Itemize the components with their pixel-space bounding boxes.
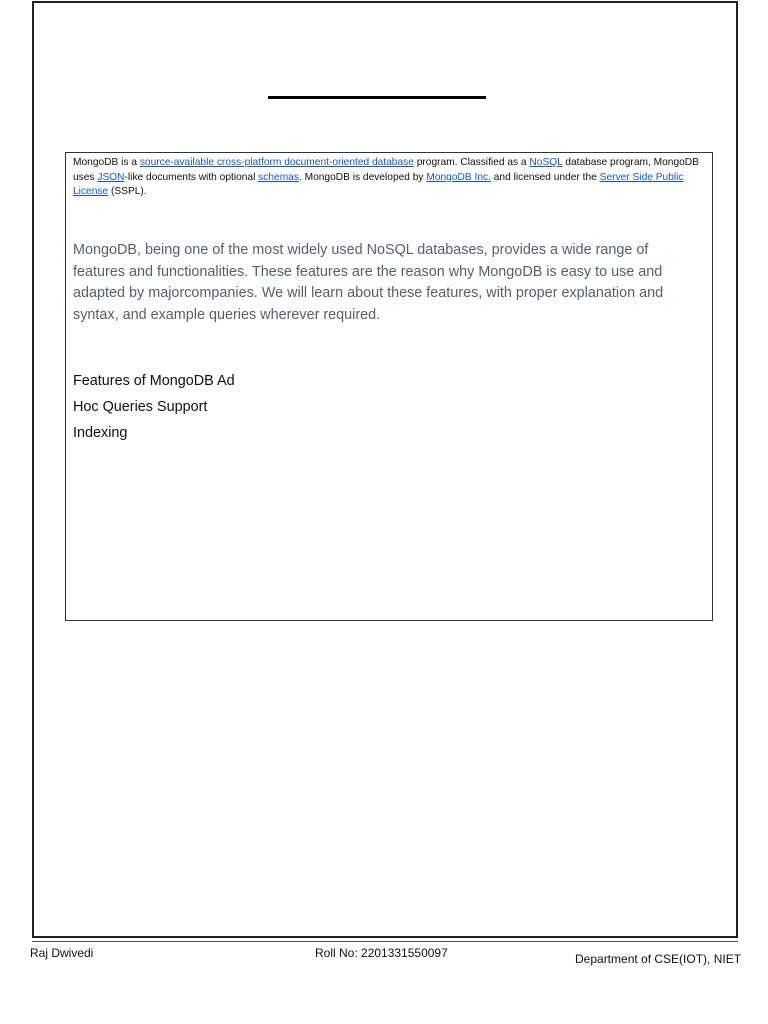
intro-text: . MongoDB is developed by [298,171,427,183]
link-schemas[interactable]: schemas [258,171,299,183]
feature-item: Hoc Queries Support [73,399,208,415]
intro-paragraph [73,156,703,200]
intro-text: program. Classified as a [413,157,530,168]
footer-roll-number: Roll No: 2201331550097 [315,946,448,960]
title-underline [268,96,486,99]
link-source-available-database[interactable]: source-available cross-platform document-oriented database [139,157,414,168]
intro-text: (SSPL). [108,186,147,197]
footer-department: Department of CSE(IOT), NIET [575,952,742,966]
intro-text: and licensed under the [490,171,600,183]
footer-divider [32,941,738,942]
link-sspl[interactable]: Server Side Public License [73,171,684,197]
feature-item: Indexing [73,425,128,441]
link-json[interactable]: JSON [97,171,125,183]
description-paragraph: MongoDB, being one of the most widely used NoSQL databases, provides a wide range of features and functionalities. These features are the reason why MongoDB is easy to use and adapted by majorcompanies. We will learn about these features, with proper explanation and syntax, and example queries wherever required. [73,242,664,323]
intro-text: MongoDB is a [73,157,140,168]
feature-item: Features of MongoDB Ad [73,373,235,389]
feature-list [73,368,373,446]
link-nosql[interactable]: NoSQL [529,157,563,168]
intro-text: database program, MongoDB uses [73,157,699,183]
intro-text: -like documents with optional [124,171,259,183]
link-mongodb-inc[interactable]: MongoDB Inc. [426,171,491,183]
footer-author-name: Raj Dwivedi [30,946,94,960]
